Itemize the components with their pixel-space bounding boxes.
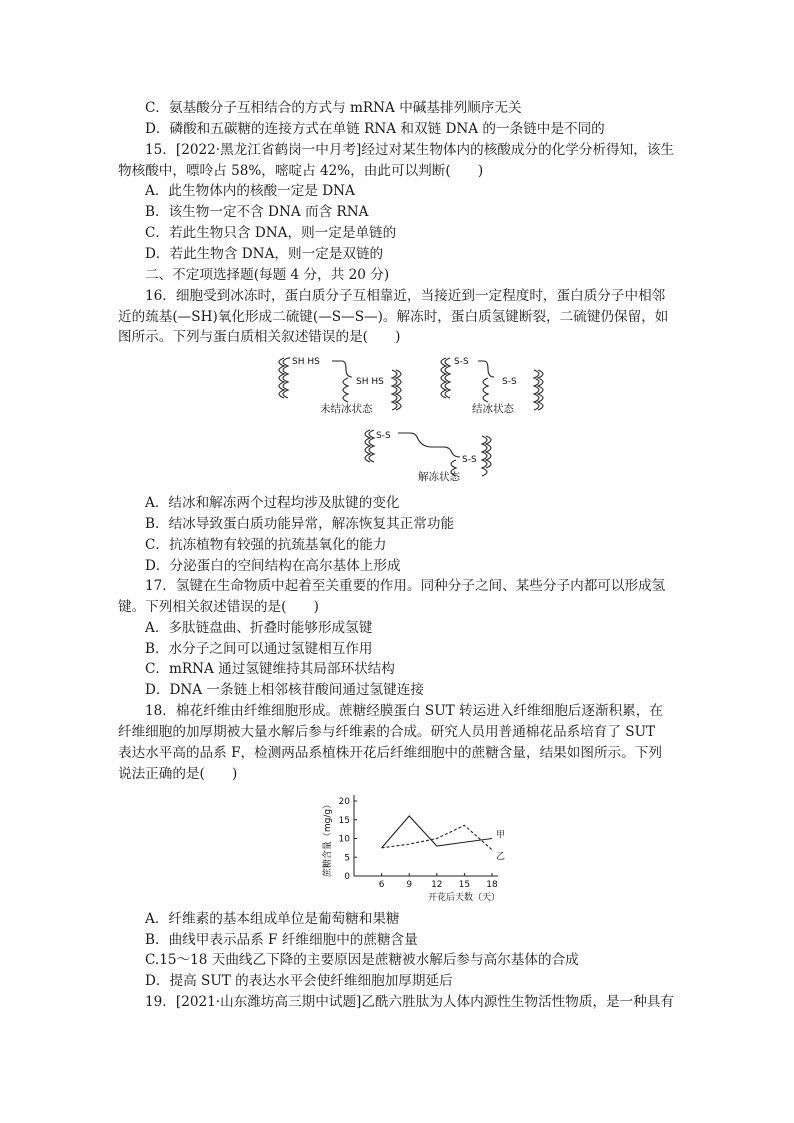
sh-label-1: SH HS: [292, 357, 320, 367]
q16-stem-3: 图所示。下列与蛋白质相关叙述错误的是( ): [118, 329, 401, 345]
caption-frozen: 结冰状态: [472, 403, 514, 415]
q16-stem-1: 16．细胞受到冰冻时，蛋白质分子互相靠近，当接近到一定程度时，蛋白质分子中相邻: [145, 288, 666, 304]
q18-option-c: C.15～18 天曲线乙下降的主要原因是蔗糖被水解后参与高尔基体的合成: [145, 952, 579, 968]
q16-option-b: B．结冰导致蛋白质功能异常，解冻恢复其正常功能: [145, 516, 455, 532]
x-tick-label: 9: [406, 880, 413, 890]
caption-unfrozen: 未结冰状态: [320, 403, 373, 415]
y-tick-label: 5: [344, 853, 350, 864]
y-tick-label: 20: [338, 797, 350, 807]
protein-freeze-figure: [270, 350, 550, 490]
x-tick-label: 6: [378, 880, 385, 890]
q18-stem-1: 18．棉花纤维由纤维细胞形成。蔗糖经膜蛋白 SUT 转运进入纤维细胞后逐渐积累，在: [145, 703, 663, 719]
ss-label-1: S-S: [454, 357, 469, 367]
q15-option-b: B．该生物一定不含 DNA 而含 RNA: [145, 204, 369, 220]
ss-label-4: S-S: [462, 455, 477, 465]
q14-option-c: C．氨基酸分子互相结合的方式与 mRNA 中碱基排列顺序无关: [145, 100, 522, 116]
q17-option-b: B．水分子之间可以通过氢键相互作用: [145, 641, 373, 657]
section-2-heading: 二、不定项选择题(每题 4 分，共 20 分): [145, 267, 390, 283]
q17-stem-1: 17．氢键在生命物质中起着至关重要的作用。同种分子之间、某些分子内都可以形成氢: [145, 578, 666, 594]
q16-option-c: C．抗冻植物有较强的抗巯基氧化的能力: [145, 537, 387, 553]
y-tick-label: 10: [338, 834, 350, 845]
q17-option-d: D．DNA 一条链上相邻核苷酸间通过氢键连接: [145, 682, 424, 698]
q15-option-c: C．若此生物只含 DNA，则一定是单链的: [145, 225, 397, 241]
y-tick-label: 15: [338, 815, 350, 826]
q18-stem-4: 说法正确的是( ): [118, 766, 238, 782]
q16-option-a: A．结冰和解冻两个过程均涉及肽键的变化: [145, 495, 400, 511]
x-tick-label: 12: [431, 880, 443, 890]
q17-option-a: A．多肽链盘曲、折叠时能够形成氢键: [145, 620, 373, 636]
series-line-jia: [382, 816, 492, 848]
x-axis-label: 开花后天数（天）: [427, 893, 500, 903]
q16-stem-2: 近的巯基(—SH)氧化形成二硫键(—S—S—)。解冻时，蛋白质氢键断裂，二硫键仍保留，如: [118, 309, 669, 325]
q14-option-d: D．磷酸和五碳糖的连接方式在单链 RNA 和双链 DNA 的一条链中是不同的: [145, 121, 605, 137]
q17-option-c: C．mRNA 通过氢键维持其局部环状结构: [145, 661, 395, 677]
q18-option-a: A．纤维素的基本组成单位是葡萄糖和果糖: [145, 911, 400, 927]
q16-option-d: D．分泌蛋白的空间结构在高尔基体上形成: [145, 558, 401, 574]
q15-option-d: D．若此生物含 DNA，则一定是双链的: [145, 246, 384, 262]
q17-stem-2: 键。下列相关叙述错误的是( ): [118, 599, 319, 615]
q18-stem-3: 表达水平高的品系 F，检测两品系植株开花后纤维细胞中的蔗糖含量，结果如图所示。下列: [118, 745, 662, 761]
sucrose-line-chart: [318, 786, 508, 908]
q18-option-d: D．提高 SUT 的表达水平会使纤维细胞加厚期延后: [145, 973, 453, 989]
series-label: 甲: [496, 830, 506, 841]
q18-option-b: B．曲线甲表示品系 F 纤维细胞中的蔗糖含量: [145, 932, 418, 948]
y-tick-label: 0: [344, 872, 350, 882]
caption-thawed: 解冻状态: [418, 471, 460, 483]
sh-label-2: SH HS: [356, 377, 384, 387]
ss-label-2: S-S: [502, 377, 517, 387]
ss-label-3: S-S: [376, 431, 391, 441]
q15-stem-1: 15．[2022·黑龙江省鹤岗一中月考]经过对某生物体内的核酸成分的化学分析得知，该生: [145, 142, 675, 158]
q15-stem-2: 物核酸中，嘌呤占 58%，嘧啶占 42%，由此可以判断( ): [118, 163, 484, 179]
q15-option-a: A．此生物体内的核酸一定是 DNA: [145, 183, 355, 199]
series-label: 乙: [496, 851, 506, 862]
x-tick-label: 18: [486, 880, 498, 890]
y-axis-label: 蔗糖含量（mg/g）: [323, 799, 333, 878]
q18-stem-2: 纤维细胞的加厚期被大量水解后参与纤维素的合成。研究人员用普通棉花品系培育了 SUT: [118, 724, 656, 740]
x-tick-label: 15: [458, 880, 471, 890]
q19-stem-1: 19．[2021·山东潍坊高三期中试题]乙酰六胜肽为人体内源性生物活性物质，是一种具有: [145, 994, 675, 1010]
